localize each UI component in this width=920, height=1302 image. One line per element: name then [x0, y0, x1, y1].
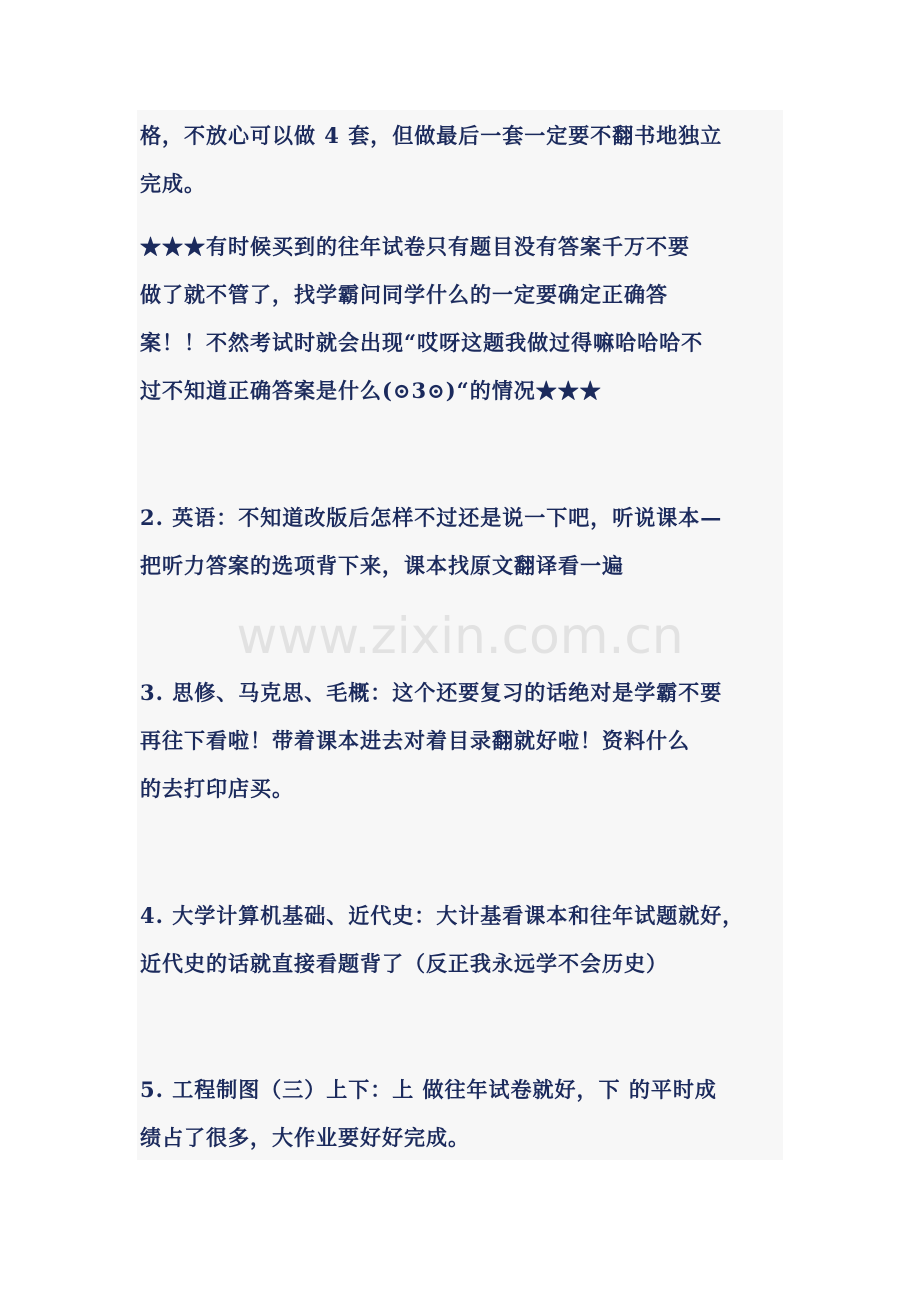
paragraph-4-line-1: 3. 思修、马克思、毛概：这个还要复习的话绝对是学霸不要: [140, 680, 723, 705]
paragraph-2-line-1: ★★★有时候买到的往年试卷只有题目没有答案千万不要: [140, 234, 690, 259]
paragraph-2-line-3: 案！！不然考试时就会出现“哎呀这题我做过得嘛哈哈哈不: [140, 330, 704, 355]
paragraph-4-line-2: 再往下看啦！带着课本进去对着目录翻就好啦！资料什么: [140, 728, 690, 753]
paragraph-6-line-2: 绩占了很多，大作业要好好完成。: [140, 1125, 470, 1150]
paragraph-6-line-1: 5. 工程制图（三）上下：上 做往年试卷就好，下 的平时成: [140, 1077, 717, 1102]
paragraph-4-line-3: 的去打印店买。: [140, 776, 294, 801]
paragraph-2-line-4: 过不知道正确答案是什么(⊙3⊙)“的情况★★★: [140, 378, 602, 403]
paragraph-2-line-2: 做了就不管了，找学霸问同学什么的一定要确定正确答: [140, 282, 668, 307]
paragraph-5-line-2: 近代史的话就直接看题背了（反正我永远学不会历史）: [140, 951, 668, 976]
paragraph-1-line-1: 格，不放心可以做 4 套，但做最后一套一定要不翻书地独立: [140, 123, 723, 148]
paragraph-3-line-1: 2. 英语：不知道改版后怎样不过还是说一下吧，听说课本—: [140, 505, 723, 530]
paragraph-1-line-2: 完成。: [140, 171, 206, 196]
paragraph-3-line-2: 把听力答案的选项背下来，课本找原文翻译看一遍: [140, 553, 624, 578]
paragraph-5-line-1: 4. 大学计算机基础、近代史：大计基看课本和往年试题就好，: [140, 903, 745, 928]
watermark: www.zixin.com.cn: [236, 607, 684, 665]
